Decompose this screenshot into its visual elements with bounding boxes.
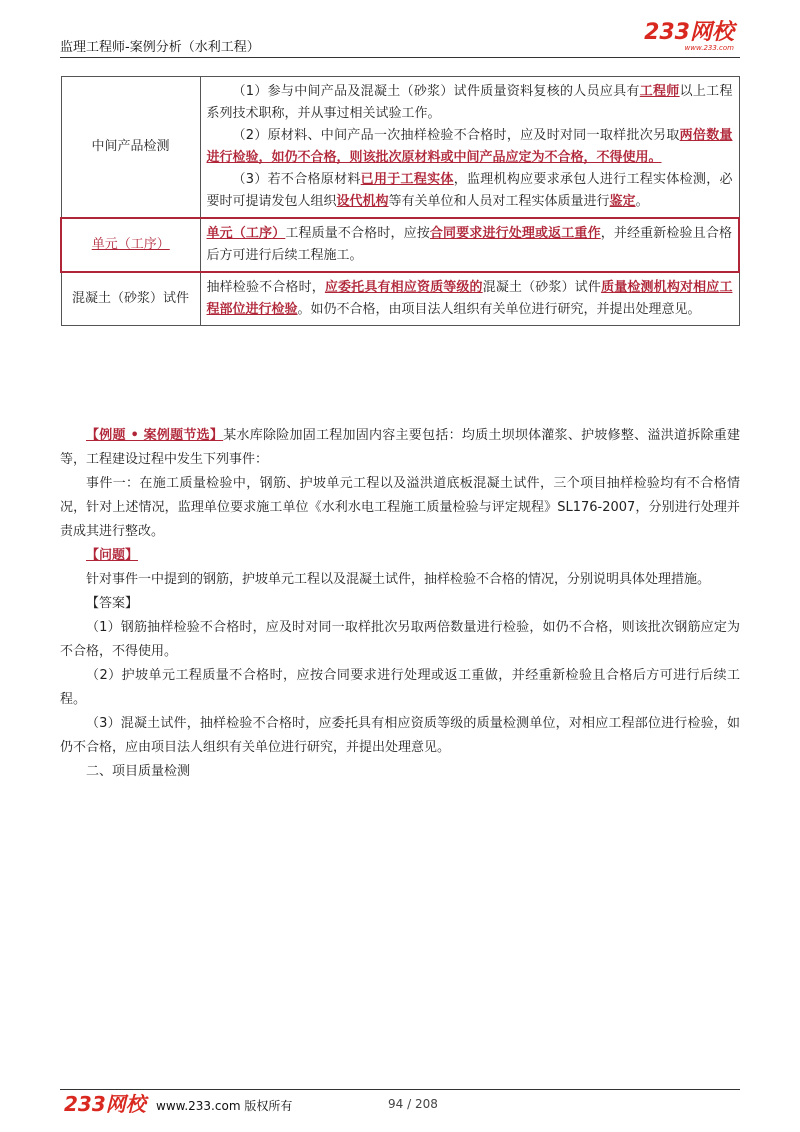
footer-logo: 233网校 <box>64 1092 146 1116</box>
logo-text: 233网校 <box>644 20 734 45</box>
event-1: 事件一：在施工质量检验中，钢筋、护坡单元工程以及溢洪道底板混凝土试件，三个项目抽样检验均有不合格情况，针对上述情况，监理单位要求施工单位《水利水电工程施工质量检验与评定规程》SL176-2007，分别进行处理并责成其进行整改。 <box>60 476 740 539</box>
footer-divider <box>60 1089 740 1090</box>
logo-url: www.233.com <box>684 44 734 52</box>
example-section <box>60 424 740 784</box>
row-content: 单元（工序）工程质量不合格时，应按合同要求进行处理或返工重作，并经重新检验且合格后方可进行后续工程施工。 <box>200 218 739 272</box>
header-divider <box>60 57 740 58</box>
item-2: （2）原材料、中间产品一次抽样检验不合格时，应及时对同一取样批次另取两倍数量进行检验，如仍不合格，则该批次原材料或中间产品应定为不合格，不得使用。 <box>206 128 733 165</box>
row-content: 抽样检验不合格时，应委托具有相应资质等级的混凝土（砂浆）试件质量检测机构对相应工程部位进行检验。如仍不合格，由项目法人组织有关单位进行研究，并提出处理意见。 <box>200 272 739 326</box>
table-row <box>61 218 739 272</box>
footer-copyright: www.233.com 版权所有 <box>156 1099 293 1113</box>
page-number: 94 / 208 <box>388 1097 438 1111</box>
row-label: 中间产品检测 <box>61 77 200 219</box>
answer-item: （2）护坡单元工程质量不合格时，应按合同要求进行处理或返工重做，并经重新检验且合格后方可进行后续工程。 <box>60 668 740 707</box>
table-row <box>61 272 739 326</box>
answer-item: （1）钢筋抽样检验不合格时，应及时对同一取样批次另取两倍数量进行检验，如仍不合格，则该批次钢筋应定为不合格，不得使用。 <box>60 620 740 659</box>
document-title: 监理工程师-案例分析（水利工程） <box>60 40 260 55</box>
section-heading: 二、项目质量检测 <box>86 764 191 779</box>
answer-heading: 【答案】 <box>86 596 139 611</box>
question-heading: 【问题】 <box>86 548 139 563</box>
example-tag: 【例题 • 案例题节选】 <box>86 428 224 443</box>
item-1: （1）参与中间产品及混凝土（砂浆）试件质量资料复核的人员应具有工程师以上工程系列技术职称，并从事过相关试验工作。 <box>206 84 733 121</box>
item-3: （3）若不合格原材料已用于工程实体，监理机构应要求承包人进行工程实体检测，必要时可提请发包人组织设代机构等有关单位和人员对工程实体质量进行鉴定。 <box>206 172 733 209</box>
row-label: 单元（工序） <box>61 218 200 272</box>
example-intro: 【例题 • 案例题节选】某水库除险加固工程加固内容主要包括：均质土坝坝体灌浆、护坡修整、溢洪道拆除重建等，工程建设过程中发生下列事件： <box>60 428 740 467</box>
answer-item: （3）混凝土试件，抽样检验不合格时，应委托具有相应资质等级的质量检测单位，对相应工程部位进行检验，如仍不合格，应由项目法人组织有关单位进行研究，并提出处理意见。 <box>60 716 740 755</box>
inspection-table <box>60 76 740 326</box>
brand-logo <box>644 22 734 52</box>
table-row <box>61 77 739 219</box>
row-label: 混凝土（砂浆）试件 <box>61 272 200 326</box>
row-content <box>200 77 739 219</box>
question-text: 针对事件一中提到的钢筋，护坡单元工程以及混凝土试件，抽样检验不合格的情况，分别说明具体处理措施。 <box>86 572 711 587</box>
